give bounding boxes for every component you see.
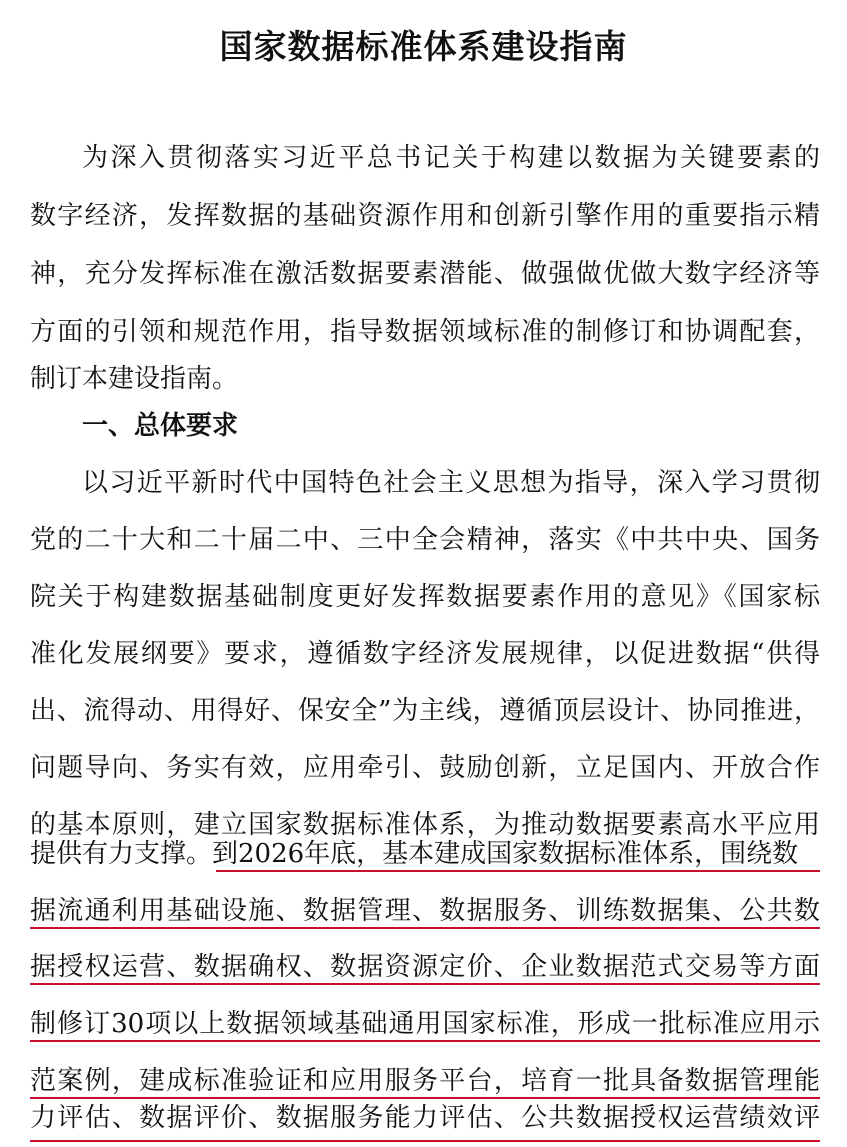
section-heading-overall-requirements: 一、总体要求 <box>82 411 239 441</box>
paragraph-2-line-6: 问题导向、务实有效，应用牵引、鼓励创新，立足国内、开放合作 <box>30 753 820 783</box>
plain-text-segment: 提供有力支撑。 <box>30 839 213 869</box>
red-underline <box>30 983 820 985</box>
paragraph-2-line-5: 出、流得动、用得好、保安全”为主线，遵循顶层设计、协同推进， <box>30 696 820 726</box>
paragraph-2-line-2: 党的二十大和二十届二中、三中全会精神，落实《中共中央、国务 <box>30 525 820 555</box>
red-underline <box>30 1140 820 1142</box>
highlighted-text-segment: 到2026年底，基本建成国家数据标准体系，围绕数 <box>212 839 799 869</box>
highlighted-line-5: 力评估、数据评价、数据服务能力评估、公共数据授权运营绩效评 <box>30 1103 820 1133</box>
document-title: 国家数据标准体系建设指南 <box>219 27 628 66</box>
paragraph-1-line-5: 制订本建设指南。 <box>30 364 239 394</box>
highlighted-line-1: 据流通利用基础设施、数据管理、数据服务、训练数据集、公共数 <box>30 896 820 926</box>
highlighted-line-3: 制修订30项以上数据领域基础通用国家标准，形成一批标准应用示 <box>30 1009 820 1039</box>
highlighted-line-2: 据授权运营、数据确权、数据资源定价、企业数据范式交易等方面 <box>30 952 820 982</box>
red-underline <box>216 870 820 872</box>
paragraph-2-line-7: 的基本原则，建立国家数据标准体系，为推动数据要素高水平应用 <box>30 810 820 840</box>
highlighted-line-4: 范案例，建成标准验证和应用服务平台，培育一批具备数据管理能 <box>30 1066 820 1096</box>
red-underline <box>30 1040 820 1042</box>
paragraph-2-line-1: 以习近平新时代中国特色社会主义思想为指导，深入学习贯彻 <box>82 468 820 498</box>
paragraph-1-line-2: 数字经济，发挥数据的基础资源作用和创新引擎作用的重要指示精 <box>30 201 820 231</box>
paragraph-2-line-3: 院关于构建数据基础制度更好发挥数据要素作用的意见》《国家标 <box>30 582 820 612</box>
paragraph-1-line-1: 为深入贯彻落实习近平总书记关于构建以数据为关键要素的 <box>82 143 820 173</box>
paragraph-1-line-3: 神，充分发挥标准在激活数据要素潜能、做强做优做大数字经济等 <box>30 259 820 289</box>
paragraph-2-line-4: 准化发展纲要》要求，遵循数字经济发展规律，以促进数据“供得 <box>30 639 820 669</box>
red-underline <box>30 927 820 929</box>
paragraph-1-line-4: 方面的引领和规范作用，指导数据领域标准的制修订和协调配套， <box>30 317 820 347</box>
paragraph-2-line-8 <box>30 825 820 883</box>
